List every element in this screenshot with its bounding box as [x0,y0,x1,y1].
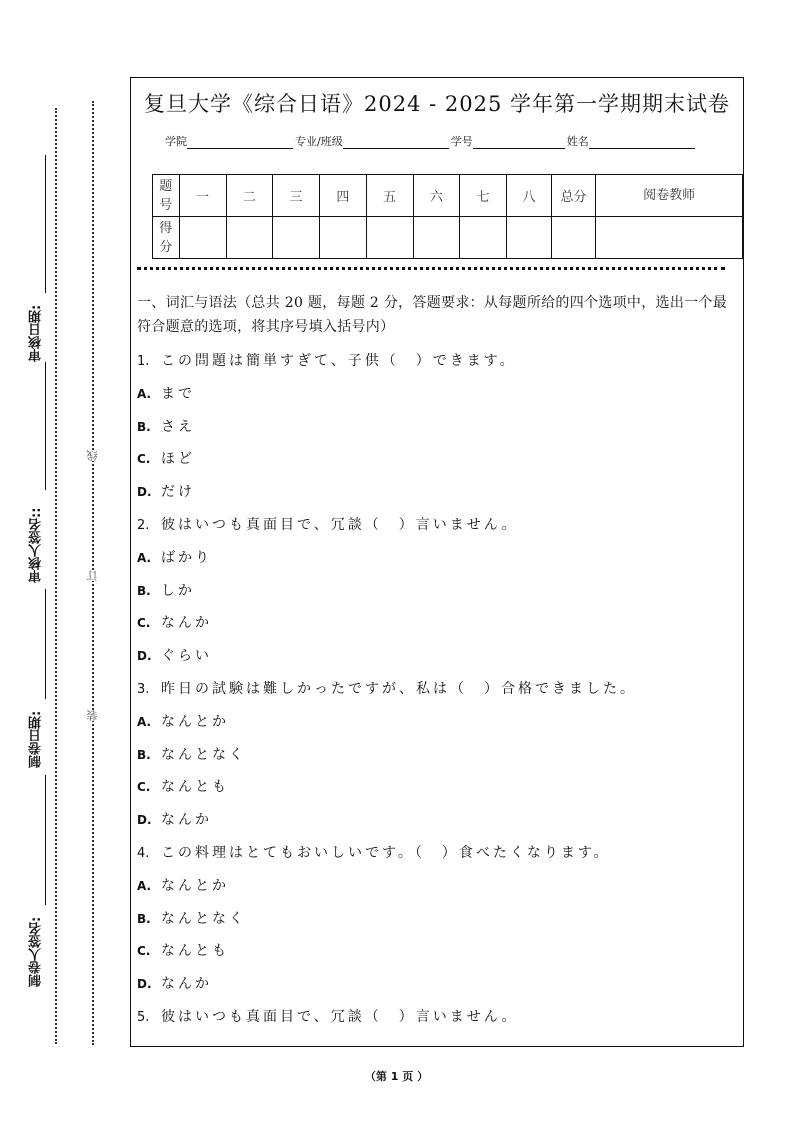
col-8: 八 [507,175,552,217]
question-text: 昨日の試験は難しかったですが、私は（ ）合格できました。 [161,680,637,697]
reviewer-sign-line[interactable] [45,589,46,699]
option-2-d[interactable] [137,640,735,673]
major-class-label: 专业/班级 [295,135,343,148]
option-key: B. [137,583,151,598]
option-4-d[interactable] [137,968,735,1001]
option-key: B. [137,911,151,926]
name-label: 姓名 [566,135,589,148]
option-3-b[interactable] [137,739,735,772]
row-head-score: 得分 [153,217,180,259]
review-date-label: 审核日期: [29,304,44,362]
student-info-row [165,133,697,149]
score-cell-7[interactable] [460,217,507,259]
option-key: A. [137,878,152,893]
option-4-c[interactable] [137,935,735,968]
reviewer-sign-line-upper [45,362,46,490]
option-4-a[interactable] [137,870,735,903]
reviewer-signature-label: 审核人签名:: [29,507,44,583]
col-1: 一 [179,175,226,217]
prep-date-label: 制卷日期: [29,710,44,768]
option-1-b[interactable] [137,411,735,444]
option-key: D. [137,977,152,992]
review-date-line[interactable] [45,155,46,293]
section-heading: 一、词汇与语法（总共 20 题，每题 2 分，答题要求：从每题所给的四个选项中，选出一个最符合题意的选项，将其序号填入括号内） [137,295,728,335]
college-label: 学院 [165,135,187,148]
name-field[interactable] [589,136,695,149]
binding-char-bind: 订 [86,570,99,581]
question-4 [137,837,735,870]
page-number: （第 1 页 ） [364,1070,429,1083]
option-key: D. [137,485,152,500]
question-text: 彼はいつも真面目で、冗談（ ）言いません。 [161,1008,519,1025]
option-3-a[interactable] [137,706,735,739]
section-divider [137,267,725,270]
question-5 [137,1001,735,1034]
option-1-a[interactable] [137,378,735,411]
col-grader: 阅卷教师 [596,175,743,217]
col-2: 二 [226,175,272,217]
option-text: しか [161,582,195,599]
option-text: ばかり [161,549,212,566]
option-key: C. [137,944,151,959]
col-4: 四 [320,175,366,217]
option-key: A. [137,714,152,729]
option-text: なんか [161,812,212,829]
prep-date-line[interactable] [45,775,46,905]
binding-char-staple: 装 [86,710,99,721]
score-table-score-row [153,217,743,259]
col-5: 五 [366,175,413,217]
exam-frame [130,77,744,1047]
score-cell-5[interactable] [366,217,413,259]
question-1 [137,345,735,378]
student-id-label: 学号 [450,135,473,148]
option-2-b[interactable] [137,575,735,608]
option-key: C. [137,616,151,631]
option-text: なんとも [161,779,229,796]
option-1-c[interactable] [137,443,735,476]
option-text: なんとも [161,943,229,960]
question-number: 5. [137,1009,150,1025]
option-2-a[interactable] [137,542,735,575]
row-head-question-number: 题号 [153,175,180,217]
option-text: だけ [161,484,195,501]
question-number: 4. [137,845,150,861]
margin-dotted-line-outer [55,108,57,1044]
score-cell-3[interactable] [273,217,320,259]
option-text: ぐらい [161,648,212,665]
exam-title: 复旦大学《综合日语》2024 - 2025 学年第一学期期末试卷 [143,92,730,116]
option-text: さえ [161,418,195,435]
question-number: 2. [137,517,150,533]
question-number: 3. [137,681,150,697]
option-text: なんとか [161,713,229,730]
option-1-d[interactable] [137,476,735,509]
option-text: なんとか [161,877,229,894]
score-cell-grader[interactable] [596,217,743,259]
option-text: ほど [161,451,195,468]
option-3-d[interactable] [137,804,735,837]
option-key: B. [137,419,151,434]
question-text: この料理はとてもおいしいです。（ ）食べたくなります。 [161,844,611,861]
option-key: A. [137,386,152,401]
option-key: A. [137,550,152,565]
score-cell-total[interactable] [551,217,596,259]
col-3: 三 [273,175,320,217]
option-text: なんか [161,976,212,993]
option-text: なんか [161,615,212,632]
option-text: なんとなく [161,746,246,763]
college-field[interactable] [187,136,293,149]
col-total: 总分 [551,175,596,217]
option-4-b[interactable] [137,903,735,936]
question-text: 彼はいつも真面目で、冗談（ ）言いません。 [161,516,519,533]
col-6: 六 [413,175,459,217]
score-cell-6[interactable] [413,217,459,259]
score-cell-4[interactable] [320,217,366,259]
question-2 [137,509,735,542]
option-key: D. [137,649,152,664]
option-key: C. [137,452,151,467]
score-table [152,174,743,259]
section-vocab-grammar [137,291,735,1034]
col-7: 七 [460,175,507,217]
question-text: この問題は簡単すぎて、子供（ ）できます。 [161,353,517,369]
score-cell-2[interactable] [226,217,272,259]
option-key: C. [137,780,151,795]
option-text: なんとなく [161,910,246,927]
question-number: 1. [137,354,150,369]
option-key: D. [137,813,152,828]
major-class-field[interactable] [343,136,449,149]
student-id-field[interactable] [473,136,565,149]
preparer-signature-label: 制卷人签名: [29,916,44,988]
score-cell-1[interactable] [179,217,226,259]
score-table-header-row [153,175,743,217]
option-3-c[interactable] [137,771,735,804]
question-3 [137,673,735,706]
question-list [137,345,735,1034]
option-text: まで [161,385,195,402]
option-2-c[interactable] [137,607,735,640]
score-cell-8[interactable] [507,217,552,259]
option-key: B. [137,747,151,762]
binding-char-line: 线 [86,450,99,461]
